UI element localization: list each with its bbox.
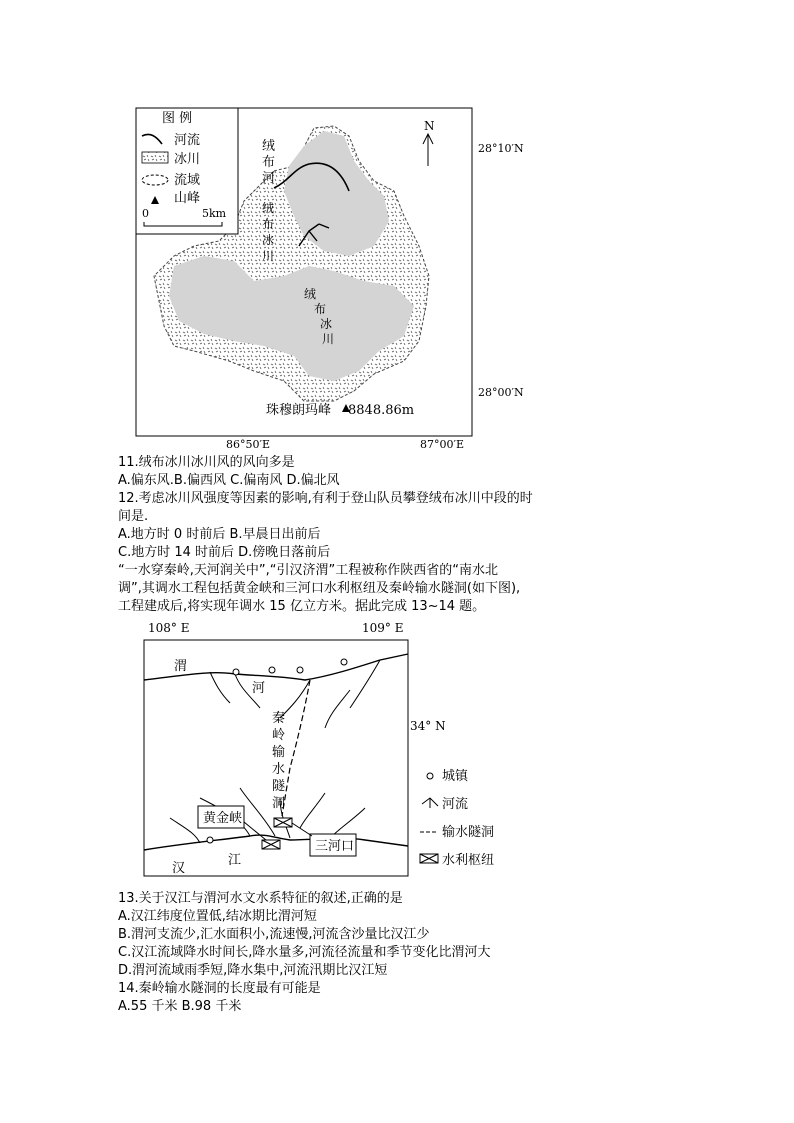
hub-huangjinxia-icon [262,840,280,849]
legend-river: 河流 [442,797,469,812]
lon-108: 108° E [148,621,190,635]
glacier-map [134,106,526,452]
q12-stem-cont: 间是. [118,509,149,524]
label-wei: 渭 [174,659,188,674]
peak-height: 8848.86m [348,403,415,418]
tunnel-label-1: 秦 [272,711,286,726]
intro-line-3: 工程建成后,将实现年调水 15 亿立方米。据此完成 13~14 题。 [118,599,486,614]
water-transfer-map [140,618,520,880]
label-e-glacier-1: 绒 [304,287,317,301]
hub-sanhekou-icon [274,818,292,827]
label-w-glacier-4: 川 [262,249,275,263]
tunnel-label-2: 岭 [272,728,286,743]
lat-34: 34° N [410,719,446,733]
legend-town: 城镇 [442,769,469,784]
q13-stem: 13.关于汉江与渭河水文水系特征的叙述,正确的是 [118,891,403,906]
lon-left: 86°50′E [226,438,271,451]
legend-basin: 流域 [174,173,201,188]
label-w-glacier-3: 冰 [262,233,275,247]
q11-stem: 11.绒布冰川冰川风的风向多是 [118,455,295,470]
label-e-glacier-2: 布 [314,302,327,316]
label-e-glacier-3: 冰 [320,317,333,331]
label-rongbu-river-1: 绒 [262,139,276,154]
town-4 [341,659,347,665]
legend-tunnel: 输水隧洞 [442,825,495,840]
q14-stem: 14.秦岭输水隧洞的长度最有可能是 [118,981,321,996]
peak-label: 珠穆朗玛峰 [266,403,332,418]
label-han: 汉 [172,861,186,876]
q13-option-d: D.渭河流域雨季短,降水集中,河流汛期比汉江短 [118,963,388,978]
intro-line-2: 调”,其调水工程包括黄金峡和三河口水利枢纽及秦岭输水隧洞(如下图), [118,581,521,596]
intro-line-1: “一水穿秦岭,天河润关中”,“引汉济渭”工程被称作陕西省的“南水北 [118,563,498,578]
tunnel-label-4: 水 [272,762,286,777]
legend-hub-icon [420,854,438,863]
tunnel-label-6: 洞 [272,796,286,811]
legend-river: 河流 [174,133,201,148]
scale-value: 5km [202,207,227,220]
north-label: N [424,119,435,133]
lon-109: 109° E [362,621,404,635]
tunnel-label-5: 隧 [272,779,286,794]
legend-title: 图 例 [162,111,193,126]
town-5 [207,837,213,843]
q12-stem: 12.考虑冰川风强度等因素的影响,有利于登山队员攀登绒布冰川中段的时 [118,491,533,506]
q13-option-c: C.汉江流域降水时间长,降水量多,河流径流量和季节变化比渭河大 [118,945,491,960]
label-w-glacier-2: 布 [262,217,275,231]
legend-town-icon [427,773,433,779]
sanhekou-label: 三河口 [315,839,355,854]
town-1 [233,669,239,675]
tunnel-label-3: 输 [272,745,286,760]
label-he: 河 [252,681,266,696]
legend-hub: 水利枢纽 [442,853,495,868]
q11-options: A.偏东风.B.偏西风 C.偏南风 D.偏北风 [118,473,340,488]
town-3 [297,667,303,673]
label-e-glacier-4: 川 [322,332,335,346]
glacier-legend-icon [142,152,168,163]
q13-option-a: A.汉江纬度位置低,结冰期比渭河短 [118,909,317,924]
huangjinxia-label: 黄金峡 [203,811,243,826]
town-2 [269,667,275,673]
lat-bottom: 28°00′N [478,386,524,399]
q13-option-b: B.渭河支流少,汇水面积小,流速慢,河流含沙量比汉江少 [118,927,430,942]
q12-options-cd: C.地方时 14 时前后 D.傍晚日落前后 [118,545,331,560]
label-rongbu-river-3: 河 [262,171,276,186]
lat-top: 28°10′N [478,142,524,155]
scale-zero: 0 [142,207,149,220]
legend-river-icon [422,798,438,808]
label-w-glacier-1: 绒 [262,201,275,215]
lon-right: 87°00′E [420,438,465,451]
q12-options-ab: A.地方时 0 时前后 B.早晨日出前后 [118,527,321,542]
label-jiang: 江 [228,853,242,868]
label-rongbu-river-2: 布 [262,155,276,170]
q14-options: A.55 千米 B.98 千米 [118,999,242,1014]
legend-peak: 山峰 [174,191,201,206]
legend-glacier: 冰川 [174,152,201,167]
